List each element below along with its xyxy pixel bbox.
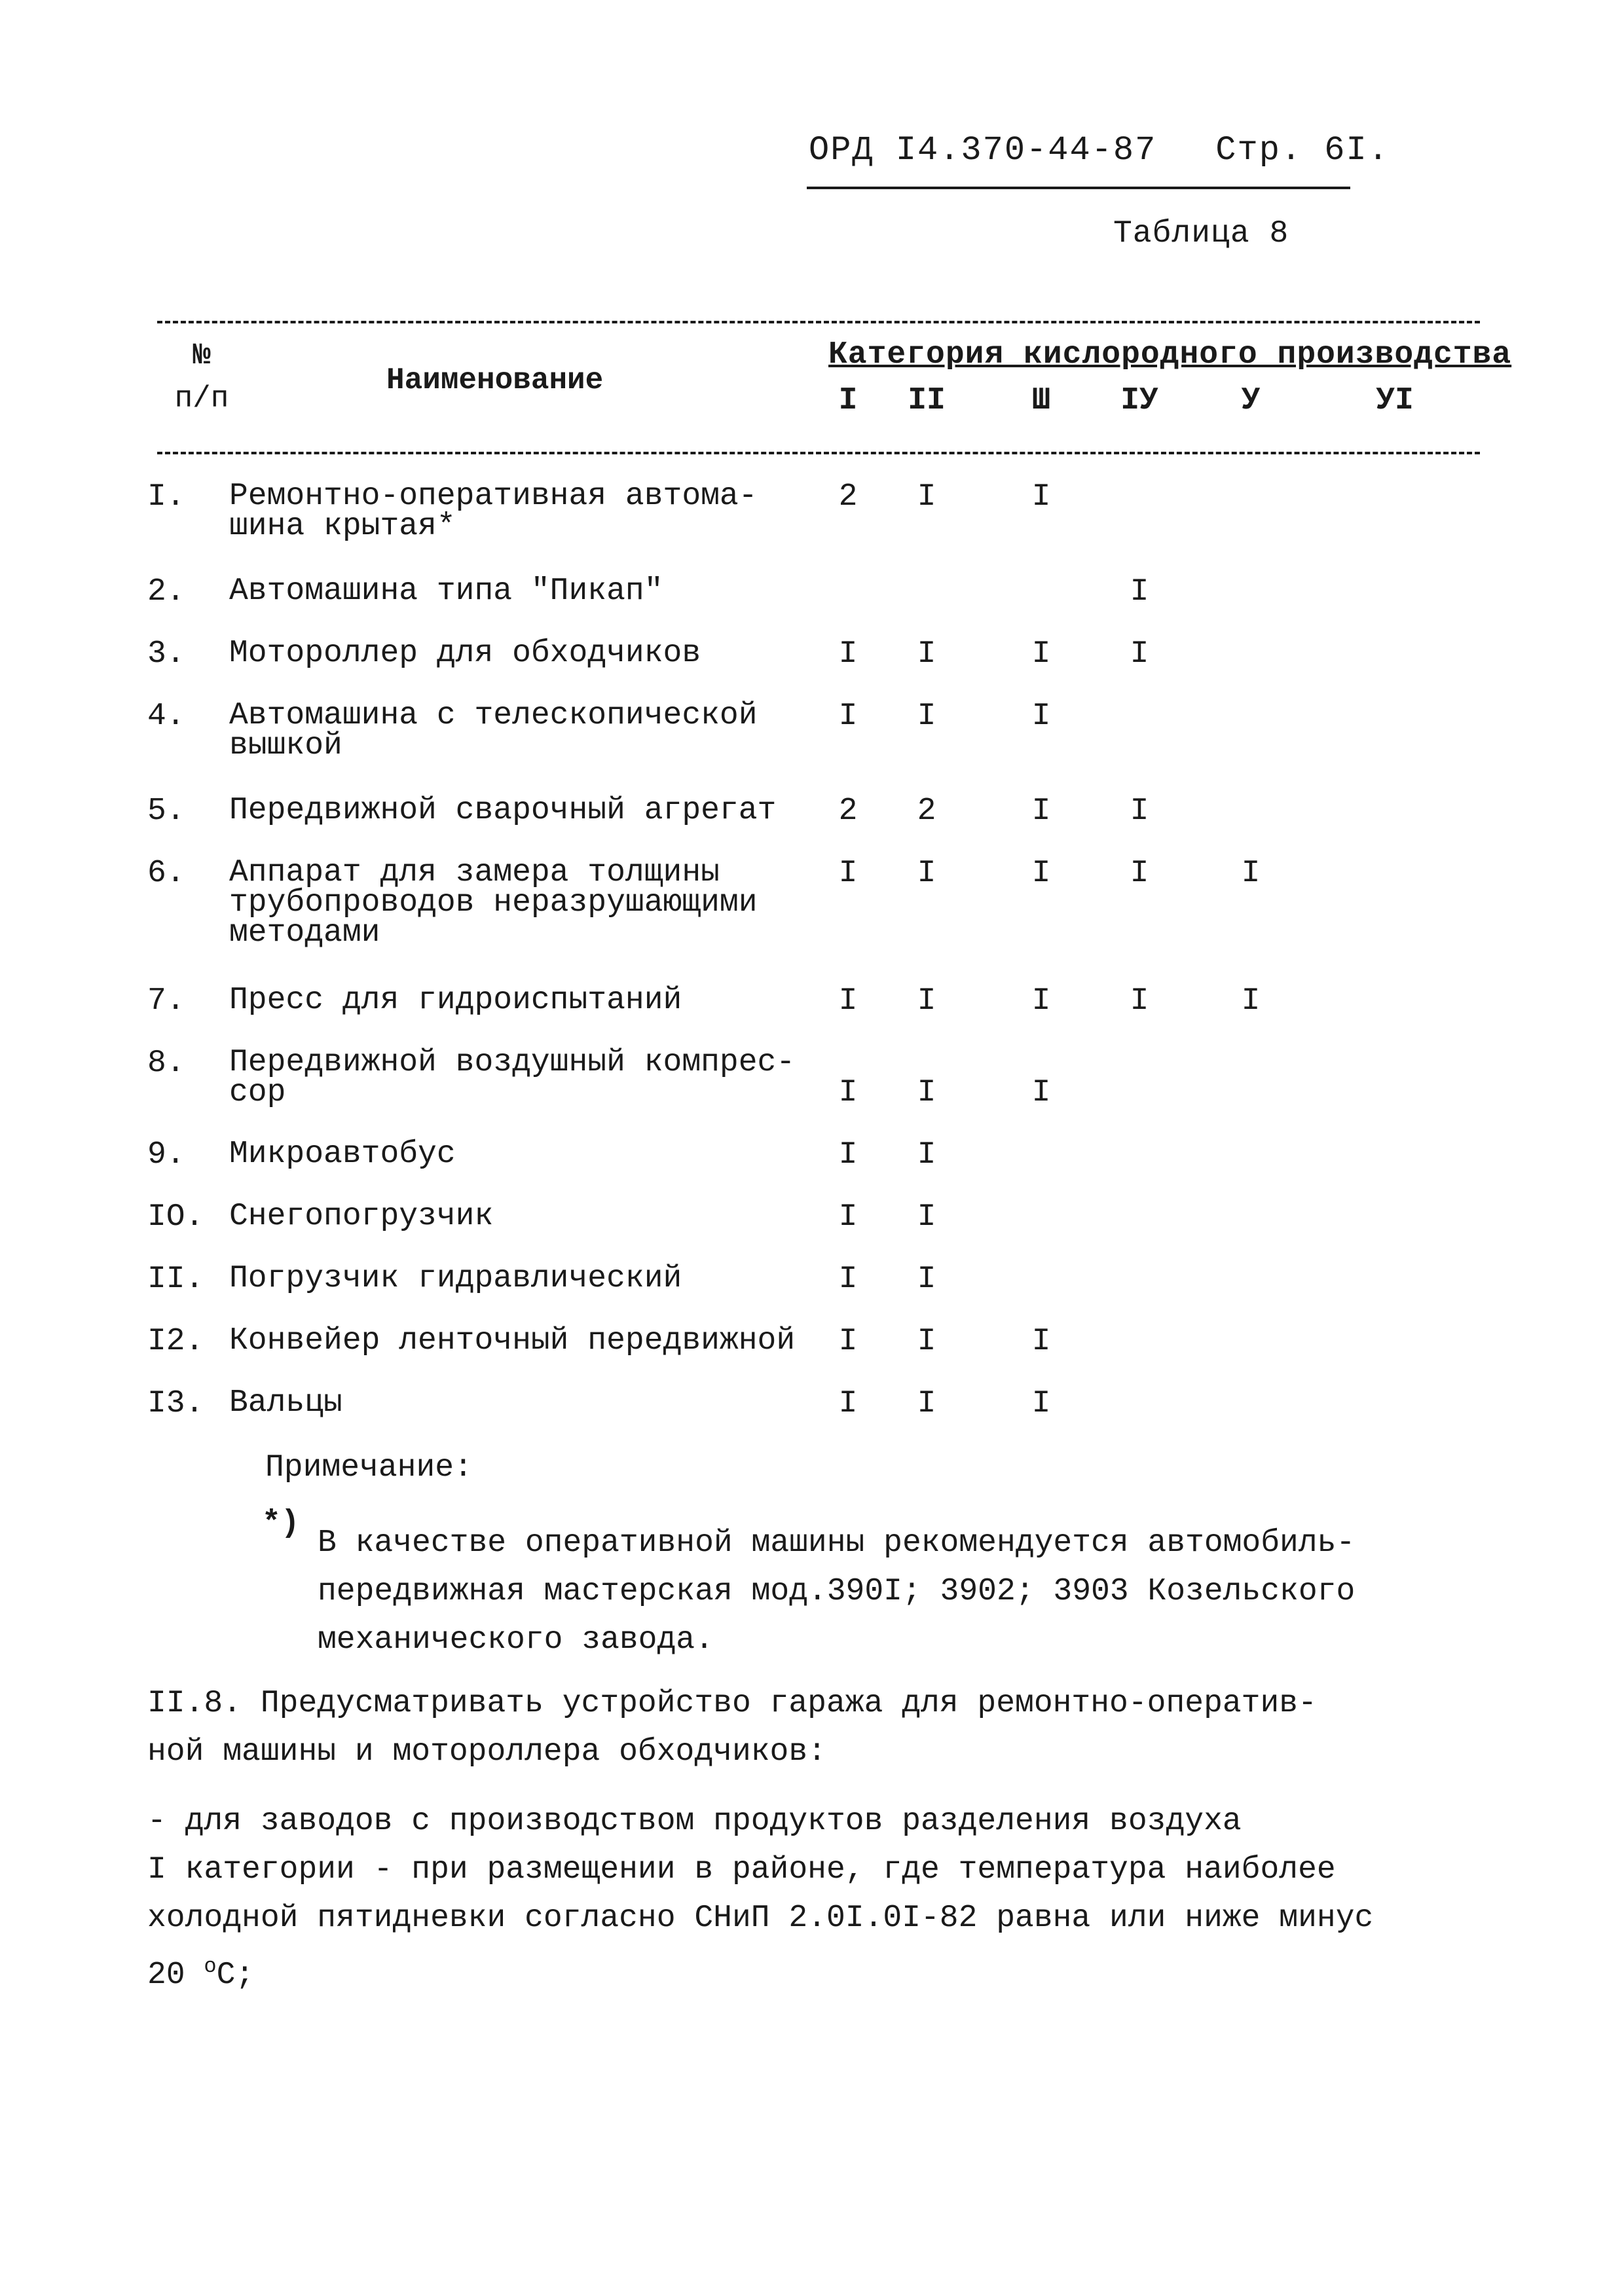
row-value-cat-3: I: [1031, 983, 1051, 1019]
number-sign: №: [193, 338, 211, 373]
row-name: Ремонтно-оперативная автома- шина крытая*: [229, 479, 758, 544]
row-value-cat-4: I: [1130, 793, 1149, 829]
row-value-cat-2: I: [917, 1199, 936, 1235]
row-value-cat-3: I: [1031, 856, 1051, 891]
row-value-cat-1: I: [838, 699, 858, 734]
row-value-cat-4: I: [1130, 856, 1149, 891]
table-top-rule: [157, 321, 1480, 323]
temperature-unit: С;: [216, 1958, 255, 1993]
row-value-cat-3: I: [1031, 699, 1051, 734]
row-value-cat-1: I: [838, 1324, 858, 1359]
row-value-cat-2: I: [917, 699, 936, 734]
row-value-cat-1: I: [838, 983, 858, 1019]
row-value-cat-3: I: [1031, 636, 1051, 672]
row-number: 8.: [147, 1046, 185, 1081]
row-name: Автомашина типа "Пикап": [229, 574, 663, 609]
row-value-cat-3: I: [1031, 793, 1051, 829]
row-value-cat-5: I: [1241, 983, 1261, 1019]
note-title: Примечание:: [265, 1450, 473, 1485]
category-col-4: IУ: [1120, 383, 1158, 418]
row-name: Пресс для гидроиспытаний: [229, 983, 682, 1018]
degree-mark: о: [204, 1954, 217, 1978]
paragraph-list-item-text: - для заводов с производством продуктов разделения воздуха I категории - при размещении в районе, где температура наиболее холодной пятидневки согласно СНиП 2.0I.0I-82 равна или ниже минус 20: [147, 1804, 1374, 1993]
row-name: Микроавтобус: [229, 1137, 456, 1172]
row-number: 7.: [147, 983, 185, 1019]
row-value-cat-3: I: [1031, 1075, 1051, 1110]
document-header: [809, 131, 1390, 170]
row-number: 9.: [147, 1137, 185, 1173]
row-value-cat-3: I: [1031, 1324, 1051, 1359]
row-value-cat-1: I: [838, 1137, 858, 1173]
row-name: Снегопогрузчик: [229, 1199, 494, 1234]
row-value-cat-2: I: [917, 1262, 936, 1297]
document-code: ОРД I4.370-44-87: [809, 131, 1157, 170]
row-value-cat-1: I: [838, 1262, 858, 1297]
row-number: II.: [147, 1262, 204, 1297]
row-value-cat-2: I: [917, 1386, 936, 1421]
row-value-cat-4: I: [1130, 636, 1149, 672]
number-label: п/п: [174, 382, 229, 416]
note-text: В качестве оперативной машины рекомендуется автомобиль- передвижная мастерская мод.390I; 3902; 3903 Козельского механического завода.: [318, 1525, 1356, 1658]
row-value-cat-2: I: [917, 983, 936, 1019]
row-number: 6.: [147, 856, 185, 891]
row-value-cat-2: I: [917, 1324, 936, 1359]
row-name: Передвижной сварочный агрегат: [229, 793, 777, 828]
row-name: Конвейер ленточный передвижной: [229, 1323, 796, 1358]
row-value-cat-3: I: [1031, 479, 1051, 515]
row-number: 2.: [147, 574, 185, 610]
row-value-cat-1: I: [838, 1386, 858, 1421]
row-value-cat-2: 2: [917, 793, 936, 829]
column-header-name: Наименование: [386, 363, 604, 397]
row-value-cat-2: I: [917, 1075, 936, 1110]
header-underline: [807, 187, 1350, 189]
row-value-cat-5: I: [1241, 856, 1261, 891]
row-number: I.: [147, 479, 185, 515]
row-name: Мотороллер для обходчиков: [229, 636, 701, 671]
category-col-1: I: [838, 383, 858, 418]
row-name: Вальцы: [229, 1385, 342, 1421]
column-header-category: Категория кислородного производства: [828, 337, 1512, 373]
row-number: 5.: [147, 793, 185, 829]
row-value-cat-2: I: [917, 479, 936, 515]
row-value-cat-3: I: [1031, 1386, 1051, 1421]
row-value-cat-4: I: [1130, 983, 1149, 1019]
row-number: 4.: [147, 699, 185, 734]
row-number: I3.: [147, 1386, 204, 1421]
row-number: 3.: [147, 636, 185, 672]
row-value-cat-1: 2: [838, 793, 858, 829]
column-header-number: [162, 334, 241, 420]
row-value-cat-1: I: [838, 1075, 858, 1110]
category-col-2: II: [908, 383, 946, 418]
table-header-rule: [157, 452, 1480, 454]
row-number: IO.: [147, 1199, 204, 1235]
row-value-cat-1: I: [838, 636, 858, 672]
page-number: Стр. 6I.: [1215, 131, 1390, 170]
row-value-cat-1: I: [838, 1199, 858, 1235]
row-name: Погрузчик гидравлический: [229, 1261, 682, 1296]
row-value-cat-1: 2: [838, 479, 858, 515]
category-col-3: Ш: [1031, 383, 1051, 418]
row-value-cat-2: I: [917, 636, 936, 672]
category-col-5: У: [1241, 383, 1261, 418]
row-number: I2.: [147, 1324, 204, 1359]
row-name: Автомашина с телескопической вышкой: [229, 698, 758, 763]
paragraph-list-item: [147, 1797, 1522, 1999]
row-value-cat-4: I: [1130, 574, 1149, 610]
row-name: Аппарат для замера толщины трубопроводов неразрушающими методами: [229, 855, 758, 951]
row-name: Передвижной воздушный компрес- сор: [229, 1045, 796, 1110]
note-footnote-mark: *): [262, 1506, 300, 1541]
row-value-cat-2: I: [917, 856, 936, 891]
category-col-6: УI: [1376, 383, 1414, 418]
table-caption: Таблица 8: [1113, 216, 1289, 251]
row-value-cat-2: I: [917, 1137, 936, 1173]
row-value-cat-1: I: [838, 856, 858, 891]
paragraph-11-8: II.8. Предусматривать устройство гаража для ремонтно-оператив- ной машины и мотороллера обходчиков:: [147, 1686, 1317, 1770]
